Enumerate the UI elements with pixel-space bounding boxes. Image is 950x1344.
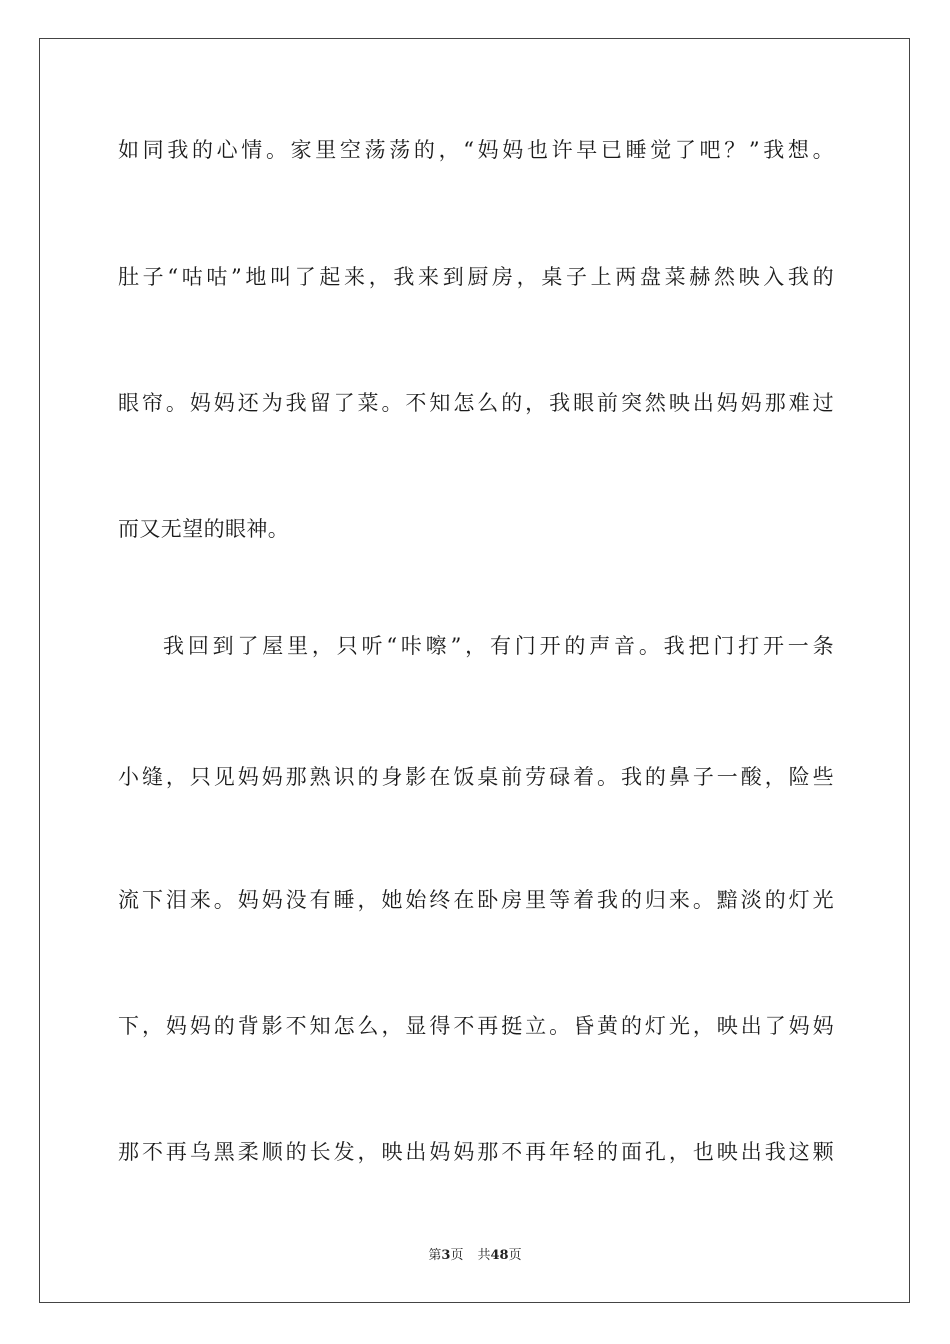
- body-line-9: 那不再乌黑柔顺的长发，映出妈妈那不再年轻的面孔，也映出我这颗: [118, 1140, 834, 1164]
- body-line-6: 小缝，只见妈妈那熟识的身影在饭桌前劳碌着。我的鼻子一酸，险些: [118, 765, 834, 789]
- body-line-1: 如同我的心情。家里空荡荡的，“妈妈也许早已睡觉了吧？”我想。: [118, 138, 834, 162]
- body-line-3: 眼帘。妈妈还为我留了菜。不知怎么的，我眼前突然映出妈妈那难过: [118, 391, 834, 415]
- total-prefix: 共: [477, 1248, 491, 1263]
- page-footer: [0, 1247, 950, 1265]
- page-border: [39, 38, 910, 1303]
- total-pages: 48: [490, 1248, 509, 1263]
- body-line-8: 下，妈妈的背影不知怎么，显得不再挺立。昏黄的灯光，映出了妈妈: [118, 1014, 834, 1038]
- body-line-5: 我回到了屋里，只听“咔嚓”，有门开的声音。我把门打开一条: [163, 634, 834, 658]
- total-suffix: 页: [508, 1248, 522, 1263]
- body-line-4: 而又无望的眼神。: [118, 517, 290, 541]
- body-line-7: 流下泪来。妈妈没有睡，她始终在卧房里等着我的归来。黯淡的灯光: [118, 888, 834, 912]
- page-suffix: 页: [450, 1248, 464, 1263]
- page-number: 3: [441, 1248, 451, 1263]
- page-prefix: 第: [428, 1248, 442, 1263]
- body-line-2: 肚子“咕咕”地叫了起来，我来到厨房，桌子上两盘菜赫然映入我的: [118, 265, 834, 289]
